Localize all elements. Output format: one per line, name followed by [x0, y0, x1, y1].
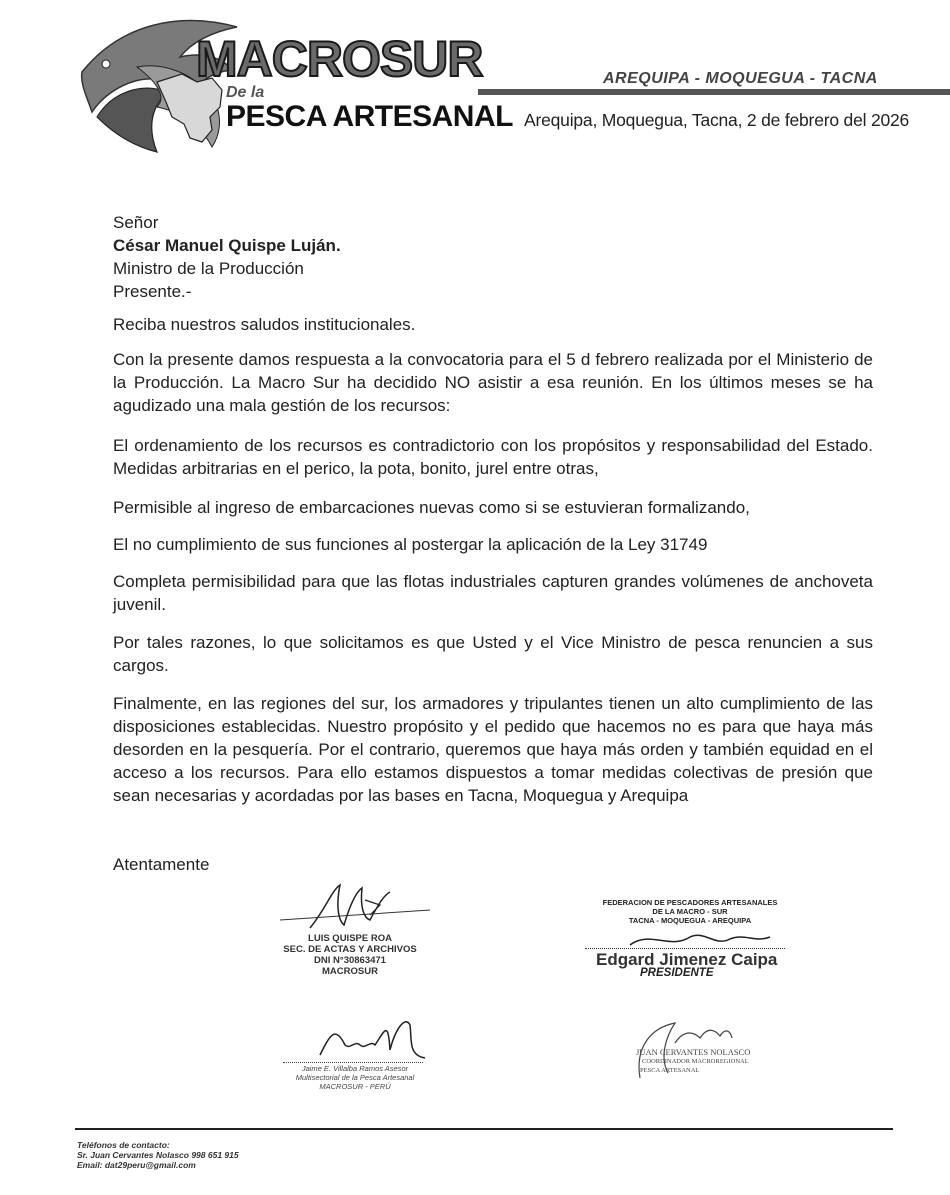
- footer-divider: [75, 1128, 893, 1130]
- stamp-line-3: TACNA - MOQUEGUA - AREQUIPA: [628, 916, 752, 925]
- footer-phone: Sr. Juan Cervantes Nolasco 998 651 915: [77, 1150, 239, 1160]
- sig1-name: LUIS QUISPE ROA: [308, 933, 392, 944]
- paragraph-ordenamiento: El ordenamiento de los recursos es contradictorio con los propósitos y responsabilidad del Estado. Medidas arbitrarias en el perico, la pota, bonito, jurel entre otras,: [113, 436, 873, 478]
- stamp-line-1: FEDERACION DE PESCADORES ARTESANALES: [602, 898, 778, 907]
- sig4-name: JUAN CERVANTES NOLASCO: [636, 1047, 751, 1057]
- signature-line-edgard: [585, 948, 785, 949]
- sig4-org: PESCA ARTESANAL: [640, 1067, 700, 1074]
- presente: Presente.-: [113, 282, 192, 301]
- logo-macrosur-text: MACROSUR: [196, 31, 483, 87]
- footer-contact: [77, 1140, 239, 1170]
- sig2-name: Edgard Jimenez Caipa: [596, 950, 778, 969]
- regions-heading: AREQUIPA - MOQUEGUA - TACNA: [603, 70, 878, 87]
- date-line: Arequipa, Moquegua, Tacna, 2 de febrero del 2026: [524, 110, 910, 130]
- sig1-org: MACROSUR: [322, 966, 378, 977]
- stamp-line-2: DE LA MACRO - SUR: [652, 907, 728, 916]
- sig3-name: Jaime E. Villalba Ramos Asesor: [301, 1064, 409, 1073]
- recipient-block: [113, 211, 613, 303]
- footer-title: Teléfonos de contacto:: [77, 1140, 170, 1150]
- paragraph-response: Con la presente damos respuesta a la convocatoria para el 5 d febrero realizada por el Ministerio de la Producción. La Macro Sur ha decidido NO asistir a esa reunión. En los últimos meses se ha agudizado una mala gestión de los recursos:: [113, 350, 873, 415]
- logo-pesca-text: PESCA ARTESANAL: [226, 100, 513, 133]
- sig3-org: MACROSUR - PERÚ: [319, 1082, 391, 1091]
- sig1-role: SEC. DE ACTAS Y ARCHIVOS: [283, 944, 417, 955]
- paragraph-anchoveta: Completa permisibilidad para que las flotas industriales capturen grandes volúmenes de anchoveta juvenil.: [113, 572, 873, 614]
- sig4-role: COORDINADOR MACROREGIONAL: [642, 1058, 749, 1065]
- header-divider: [478, 89, 950, 95]
- signature-luis-quispe-icon: [270, 880, 440, 935]
- footer-email: Email: dat29peru@gmail.com: [77, 1160, 196, 1170]
- sig3-role: Multisectorial de la Pesca Artesanal: [295, 1073, 415, 1082]
- sig1-dni: DNI N°30863471: [314, 955, 386, 966]
- signature-jaime-icon: [300, 1010, 440, 1065]
- paragraph-permisible: Permisible al ingreso de embarcaciones nuevas como si se estuvieran formalizando,: [113, 498, 750, 517]
- signature-juan-cervantes: [636, 1048, 786, 1075]
- signature-line-jaime: [283, 1062, 423, 1063]
- closing-text: Atentamente: [113, 855, 210, 874]
- signature-luis-quispe: [265, 933, 435, 977]
- paragraph-greeting: Reciba nuestros saludos institucionales.: [113, 315, 416, 334]
- paragraph-finalmente: Finalmente, en las regiones del sur, los armadores y tripulantes tienen un alto cumplimiento de las disposiciones establecidas. Nuestro propósito y el pedido que hacemos no es para que haya más desorden en la pesquería. Por el contrario, queremos que haya más orden y también equidad en el acceso a los recursos. Para ello estamos dispuestos a tomar medidas colectivas de presión que sean necesarias y acordadas por las bases en Tacna, Moquegua y Arequipa: [113, 694, 873, 805]
- recipient-title: Ministro de la Producción: [113, 259, 304, 278]
- logo-dela-text: De la: [226, 84, 265, 101]
- paragraph-ley: El no cumplimiento de sus funciones al postergar la aplicación de la Ley 31749: [113, 535, 708, 554]
- salutation: Señor: [113, 213, 159, 232]
- signature-jaime: [265, 1064, 445, 1091]
- paragraph-renuncia: Por tales razones, lo que solicitamos es que Usted y el Vice Ministro de pesca renuncien a sus cargos.: [113, 633, 873, 675]
- sig2-role: PRESIDENTE: [640, 967, 714, 979]
- recipient-name: César Manuel Quispe Luján.: [113, 236, 341, 255]
- federation-stamp: [590, 898, 790, 925]
